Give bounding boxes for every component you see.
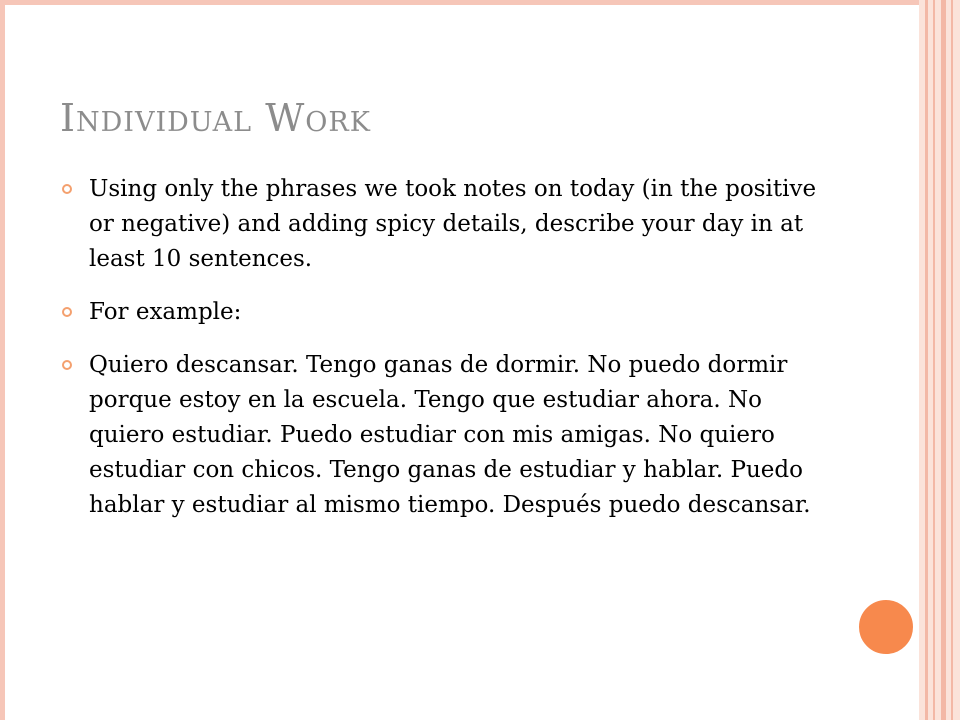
bullet-item [60, 295, 820, 330]
bullet-text: Quiero descansar. Tengo ganas de dormir. No puedo dormir porque estoy en la escuela. Tengo que estudiar ahora. No quiero estudiar. Puedo estudiar con mis amigas. No quiero estudiar con chicos. Tengo ganas de estudiar y hablar. Puedo hablar y estudiar al mismo tiempo. Después puedo descansar. [89, 352, 811, 518]
bullet-item [60, 348, 820, 523]
bullet-text: Using only the phrases we took notes on today (in the positive or negative) and adding spicy details, describe your day in at least 10 sentences. [89, 176, 817, 272]
bullet-item [60, 172, 820, 277]
stripe [941, 0, 946, 720]
decorative-stripes [919, 0, 960, 720]
bullet-text: For example: [89, 299, 242, 325]
circle-bullet-icon [62, 184, 72, 194]
bullet-list [60, 172, 820, 541]
stripe [951, 0, 953, 720]
stripe [925, 0, 928, 720]
circle-bullet-icon [62, 307, 72, 317]
slide-title: Individual Work [60, 96, 371, 140]
stripe [933, 0, 935, 720]
orange-circle [856, 597, 916, 657]
circle-bullet-icon [62, 360, 72, 370]
